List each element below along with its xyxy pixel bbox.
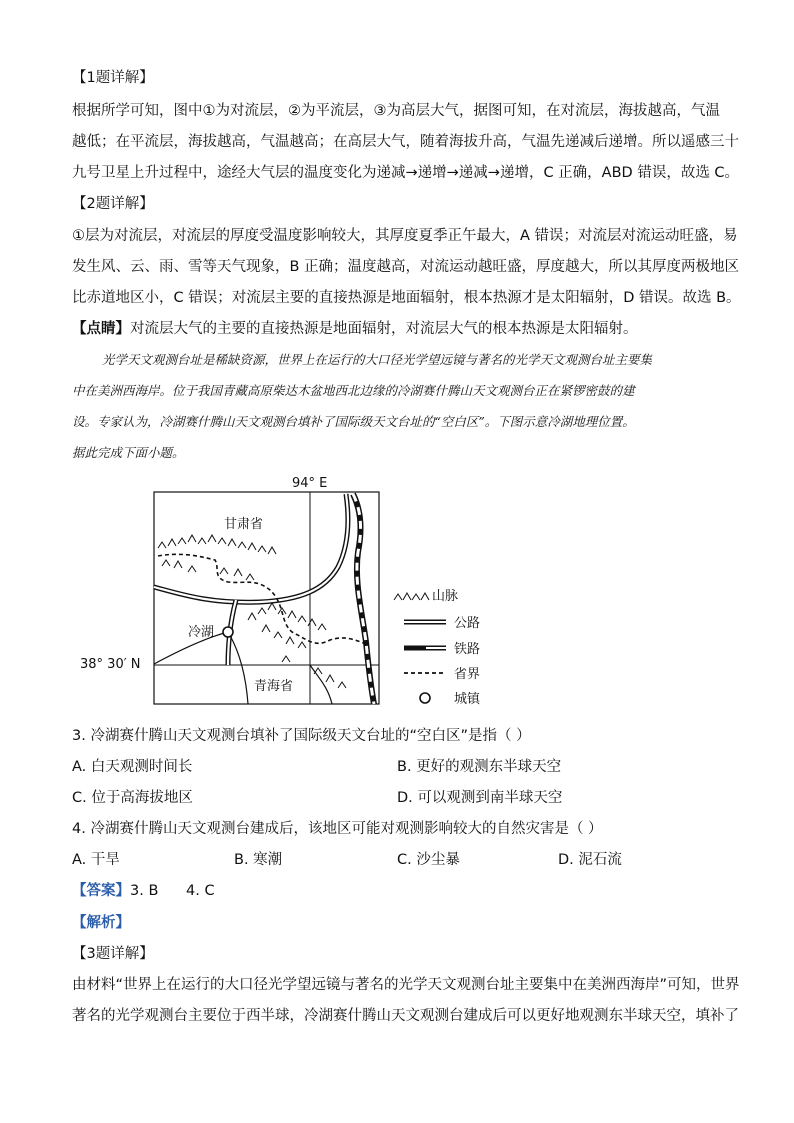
material-line-3: 设。专家认为，冷湖赛什腾山天文观测台填补了国际级天文台址的“空白区”。下图示意冷湖地理位置。 [72, 414, 635, 429]
mountain-range-south [248, 603, 346, 688]
q1-line-2: 越低；在平流层，海拔越高，气温越高；在高层大气，随着海拔升高，气温先递减后递增。所以遥感三十 [72, 134, 739, 150]
legend-railway-label: 铁路 [454, 642, 481, 657]
q3-option-a[interactable]: A. 白天观测时间长 [72, 759, 193, 775]
q3-stem: 3. 冷湖赛什腾山天文观测台填补了国际级天文台址的“空白区”是指（ ） [72, 728, 531, 744]
material-line-1: 光学天文观测台址是稀缺资源，世界上在运行的大口径光学望远镜与著名的光学天文观测台址主要集 [102, 352, 653, 367]
q1-line-1: 根据所学可知，图中①为对流层，②为平流层，③为高层大气，据图可知，在对流层，海拔越高，气温 [72, 103, 720, 119]
q2-line-1: ①层为对流层，对流层的厚度受温度影响较大，其厚度夏季正午最大，A 错误；对流层对流运动旺盛，易 [72, 228, 738, 244]
q3-option-b[interactable]: B. 更好的观测东半球天空 [397, 759, 562, 775]
lenghu-location-map [70, 472, 490, 708]
material-line-4: 据此完成下面小题。 [72, 445, 185, 460]
legend-road-label: 公路 [454, 616, 481, 631]
mountain-icon [394, 593, 429, 600]
q2-line-2: 发生风、云、雨、雪等天气现象，B 正确；温度越高，对流运动越旺盛，厚度越大，所以其厚度两极地区 [72, 259, 740, 275]
q4-option-b[interactable]: B. 寒潮 [234, 852, 283, 868]
q3-option-c[interactable]: C. 位于高海拔地区 [72, 790, 193, 806]
q3-detail-heading: 【3题详解】 [72, 946, 154, 962]
gansu-province-label: 甘肃省 [224, 517, 264, 532]
qinghai-province-label: 青海省 [254, 679, 294, 694]
answer-line [72, 879, 732, 900]
town-icon-lenghu [223, 627, 233, 637]
map-legend [394, 589, 481, 707]
town-icon [420, 693, 430, 703]
q1-heading: 【1题详解】 [72, 70, 154, 86]
q3-detail-line-2: 著名的光学观测台主要位于西半球，冷湖赛什腾山天文观测台建成后可以更好地观测东半球天空，填补了 [72, 1008, 739, 1024]
q4-stem: 4. 冷湖赛什腾山天文观测台建成后，该地区可能对观测影响较大的自然灾害是（ ） [72, 821, 603, 837]
q3-option-d[interactable]: D. 可以观测到南半球天空 [397, 790, 563, 806]
legend-town-label: 城镇 [454, 692, 481, 707]
legend-boundary-label: 省界 [454, 667, 481, 682]
lenghu-town-label: 冷湖 [188, 625, 215, 640]
answer-text: 3. B 4. C [130, 883, 215, 899]
q4-option-a[interactable]: A. 干旱 [72, 852, 120, 868]
q3-detail-line-1: 由材料“世界上在运行的大口径光学望远镜与著名的光学天文观测台址主要集中在美洲西海岸”可知，世界 [72, 977, 740, 993]
railway-line [353, 494, 374, 704]
answer-label: 【答案】 [72, 883, 130, 899]
latitude-label: 38° 30′ N [80, 657, 141, 672]
legend-mountain-label: 山脉 [432, 589, 459, 604]
tip-text: 对流层大气的主要的直接热源是地面辐射，对流层大气的根本热源是太阳辐射。 [130, 321, 638, 337]
q4-option-d[interactable]: D. 泥石流 [558, 852, 622, 868]
tip-line [72, 317, 732, 338]
q4-option-c[interactable]: C. 沙尘暴 [397, 852, 460, 868]
q2-line-3: 比赤道地区小，C 错误；对流层主要的直接热源是地面辐射，根本热源才是太阳辐射，D 错误。故选 B。 [72, 290, 741, 306]
q2-heading: 【2题详解】 [72, 196, 154, 212]
longitude-label: 94° E [292, 476, 328, 491]
q1-line-3: 九号卫星上升过程中，途经大气层的温度变化为递减→递增→递减→递增，C 正确，ABD 错误，故选 C。 [72, 165, 740, 181]
material-line-2: 中在美洲西海岸。位于我国青藏高原柴达木盆地西北边缘的冷湖赛什腾山天文观测台正在紧锣密鼓的建 [72, 383, 635, 398]
analysis-label: 【解析】 [72, 915, 130, 931]
tip-label: 【点睛】 [72, 321, 130, 337]
